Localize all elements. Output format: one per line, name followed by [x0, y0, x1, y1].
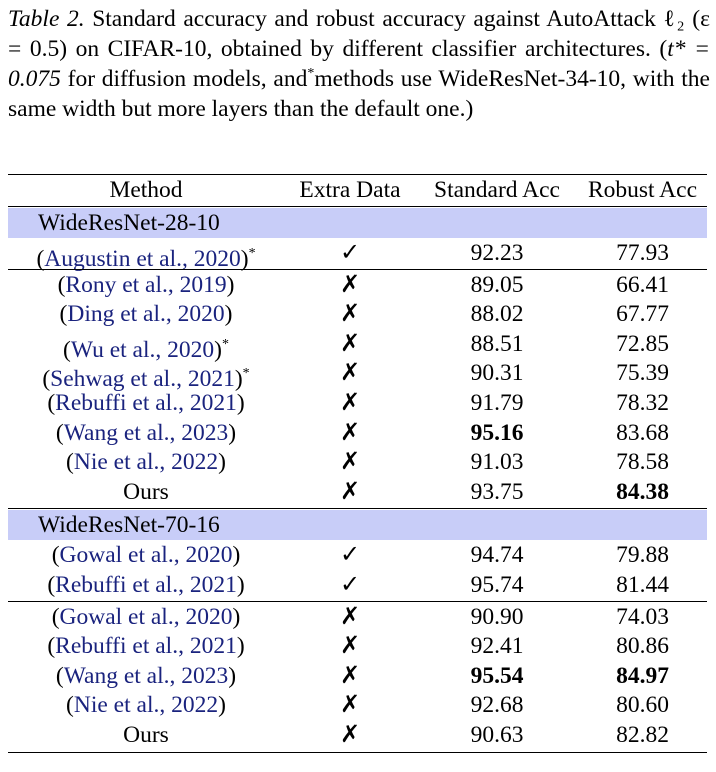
cross-icon: ✗ [339, 330, 361, 357]
group-label: WideResNet-28-10 [38, 210, 220, 236]
robust-acc-value: 84.38 [616, 478, 669, 505]
close-paren: ) [236, 633, 245, 660]
robust-acc-value: 75.39 [616, 360, 669, 387]
table-row [8, 389, 707, 418]
method-cell [8, 389, 284, 418]
cross-icon: ✗ [339, 419, 361, 446]
cross-icon: ✗ [339, 449, 361, 476]
robust-acc-value: 83.68 [616, 419, 669, 446]
standard-acc-value: 89.05 [470, 271, 524, 298]
robust-acc-value: 77.93 [616, 240, 669, 266]
open-paren: ( [59, 301, 68, 328]
table-row [8, 541, 707, 570]
close-paren: ) [240, 245, 249, 272]
standard-acc-value: 91.03 [470, 449, 524, 476]
robust-acc-value: 79.88 [616, 542, 669, 569]
table-caption [8, 4, 710, 124]
method-cell [8, 603, 284, 632]
table-row [8, 239, 707, 272]
cross-icon: ✗ [339, 603, 361, 630]
cross-icon: ✗ [339, 478, 361, 505]
close-paren: ) [214, 336, 222, 363]
method-cell [8, 359, 284, 393]
table-row [8, 691, 707, 720]
citation-link[interactable]: Augustin et al., 2020 [44, 245, 241, 272]
table-row [8, 632, 707, 661]
caption-tstar: t* = 0.075 [8, 36, 710, 92]
header-rule [8, 206, 707, 207]
open-paren: ( [66, 692, 74, 719]
group-header-wideresnet-70-16 [8, 510, 707, 540]
standard-acc-value: 95.54 [470, 662, 524, 689]
citation-link[interactable]: Rony et al., 2019 [65, 271, 227, 298]
header-robust-acc: Robust Acc [587, 177, 697, 203]
citation-link[interactable]: Rebuffi et al., 2021 [55, 390, 237, 416]
check-icon: ✓ [339, 240, 361, 266]
table-row [8, 721, 707, 750]
table-row [8, 478, 707, 507]
caption-label: Table 2. [8, 6, 85, 32]
method-name: Ours [123, 478, 169, 505]
open-paren: ( [55, 419, 64, 446]
citation-link[interactable]: Rebuffi et al., 2021 [55, 633, 237, 660]
top-rule [8, 174, 707, 175]
standard-acc-value: 90.31 [470, 360, 524, 387]
method-name: Ours [123, 722, 169, 748]
open-paren: ( [63, 336, 71, 363]
robust-acc-value: 80.60 [616, 692, 669, 719]
standard-acc-value: 92.23 [470, 240, 524, 266]
close-paren: ) [226, 271, 235, 298]
robust-acc-value: 67.77 [616, 301, 669, 328]
star-marker: * [242, 366, 250, 382]
table-row [8, 603, 707, 632]
caption-text-3: for diffusion models, and [60, 66, 308, 92]
citation-link[interactable]: Nie et al., 2022 [73, 692, 219, 719]
header-extra-data: Extra Data [299, 177, 401, 203]
check-icon: ✓ [339, 542, 361, 569]
caption-epsilon: (ε = 0.5) [8, 6, 710, 62]
star-marker: * [221, 336, 229, 352]
cross-icon: ✗ [339, 301, 361, 328]
close-paren: ) [232, 542, 241, 569]
table-row [8, 448, 707, 477]
caption-star: * [307, 66, 315, 82]
open-paren: ( [57, 271, 66, 298]
citation-link[interactable]: Sehwag et al., 2021 [50, 366, 235, 393]
table-row [8, 330, 707, 363]
header-method: Method [109, 177, 183, 203]
cross-icon: ✗ [339, 722, 361, 748]
citation-link[interactable]: Gowal et al., 2020 [59, 542, 233, 569]
close-paren: ) [232, 603, 241, 630]
table-row [8, 271, 707, 300]
group-separator-rule [8, 508, 707, 509]
citation-link[interactable]: Wu et al., 2020 [70, 336, 215, 363]
standard-acc-value: 91.79 [470, 390, 524, 416]
star-marker: * [248, 246, 256, 261]
method-cell [8, 632, 284, 661]
table-row [8, 662, 707, 691]
close-paren: ) [224, 301, 233, 328]
close-paren: ) [236, 572, 245, 598]
cross-icon: ✗ [339, 390, 361, 416]
method-cell [8, 271, 284, 300]
table-row [8, 571, 707, 600]
cross-icon: ✗ [339, 662, 361, 689]
robust-acc-value: 82.82 [616, 722, 669, 748]
open-paren: ( [51, 603, 60, 630]
robust-acc-value: 78.58 [616, 449, 669, 476]
open-paren: ( [47, 572, 56, 598]
close-paren: ) [236, 390, 245, 416]
close-paren: ) [218, 692, 226, 719]
cross-icon: ✗ [339, 271, 361, 298]
method-cell [8, 478, 284, 507]
group-header-wideresnet-28-10 [8, 208, 707, 238]
method-cell [8, 721, 284, 750]
header-standard-acc: Standard Acc [434, 177, 560, 203]
cross-icon: ✗ [339, 360, 361, 387]
robust-acc-value: 74.03 [616, 603, 669, 630]
method-cell [8, 448, 284, 477]
standard-acc-value: 95.16 [470, 419, 524, 446]
check-icon: ✓ [339, 572, 361, 598]
robust-acc-value: 72.85 [616, 330, 669, 357]
open-paren: ( [42, 366, 51, 393]
citation-link[interactable]: Nie et al., 2022 [73, 449, 219, 476]
caption-text-1: Standard accuracy and robust accuracy against AutoAttack [84, 6, 664, 32]
open-paren: ( [51, 542, 60, 569]
open-paren: ( [36, 245, 45, 272]
open-paren: ( [47, 390, 56, 416]
cross-icon: ✗ [339, 633, 361, 660]
open-paren: ( [66, 449, 74, 476]
standard-acc-value: 92.41 [470, 633, 524, 660]
robust-acc-value: 81.44 [616, 572, 669, 598]
bottom-rule [8, 752, 707, 753]
method-cell [8, 419, 284, 448]
open-paren: ( [47, 633, 56, 660]
group-label: WideResNet-70-16 [38, 512, 220, 539]
standard-acc-value: 90.90 [470, 603, 524, 630]
method-cell [8, 691, 284, 720]
close-paren: ) [218, 449, 226, 476]
robust-acc-value: 66.41 [616, 271, 669, 298]
standard-acc-value: 88.51 [470, 330, 524, 357]
method-cell [8, 330, 284, 363]
cross-icon: ✗ [339, 692, 361, 719]
citation-link[interactable]: Wang et al., 2023 [63, 419, 229, 446]
caption-text-2: on CIFAR-10, obtained by different classifier architectures. ( [67, 36, 668, 62]
table-row [8, 359, 707, 393]
citation-link[interactable]: Rebuffi et al., 2021 [55, 572, 237, 598]
standard-acc-value: 94.74 [470, 542, 524, 569]
citation-link[interactable]: Ding et al., 2020 [67, 301, 225, 328]
header-row [8, 176, 707, 205]
caption-text-4: methods use WideResNet-34-10, with the same width but more layers than the default one.) [8, 66, 710, 122]
close-paren: ) [234, 366, 243, 393]
method-cell [8, 239, 284, 272]
method-cell [8, 541, 284, 570]
close-paren: ) [228, 662, 237, 689]
table-row [8, 419, 707, 448]
robust-acc-value: 78.32 [616, 390, 669, 416]
caption-norm: ℓ₂ [663, 6, 685, 32]
table-row [8, 300, 707, 329]
open-paren: ( [55, 662, 64, 689]
standard-acc-value: 95.74 [470, 572, 524, 598]
standard-acc-value: 88.02 [470, 301, 524, 328]
standard-acc-value: 93.75 [470, 478, 524, 505]
method-cell [8, 662, 284, 691]
standard-acc-value: 90.63 [470, 722, 524, 748]
method-cell [8, 300, 284, 329]
method-cell [8, 571, 284, 600]
citation-link[interactable]: Gowal et al., 2020 [59, 603, 233, 630]
citation-link[interactable]: Wang et al., 2023 [63, 662, 229, 689]
robust-acc-value: 80.86 [616, 633, 669, 660]
close-paren: ) [228, 419, 237, 446]
robust-acc-value: 84.97 [616, 662, 669, 689]
standard-acc-value: 92.68 [470, 692, 524, 719]
